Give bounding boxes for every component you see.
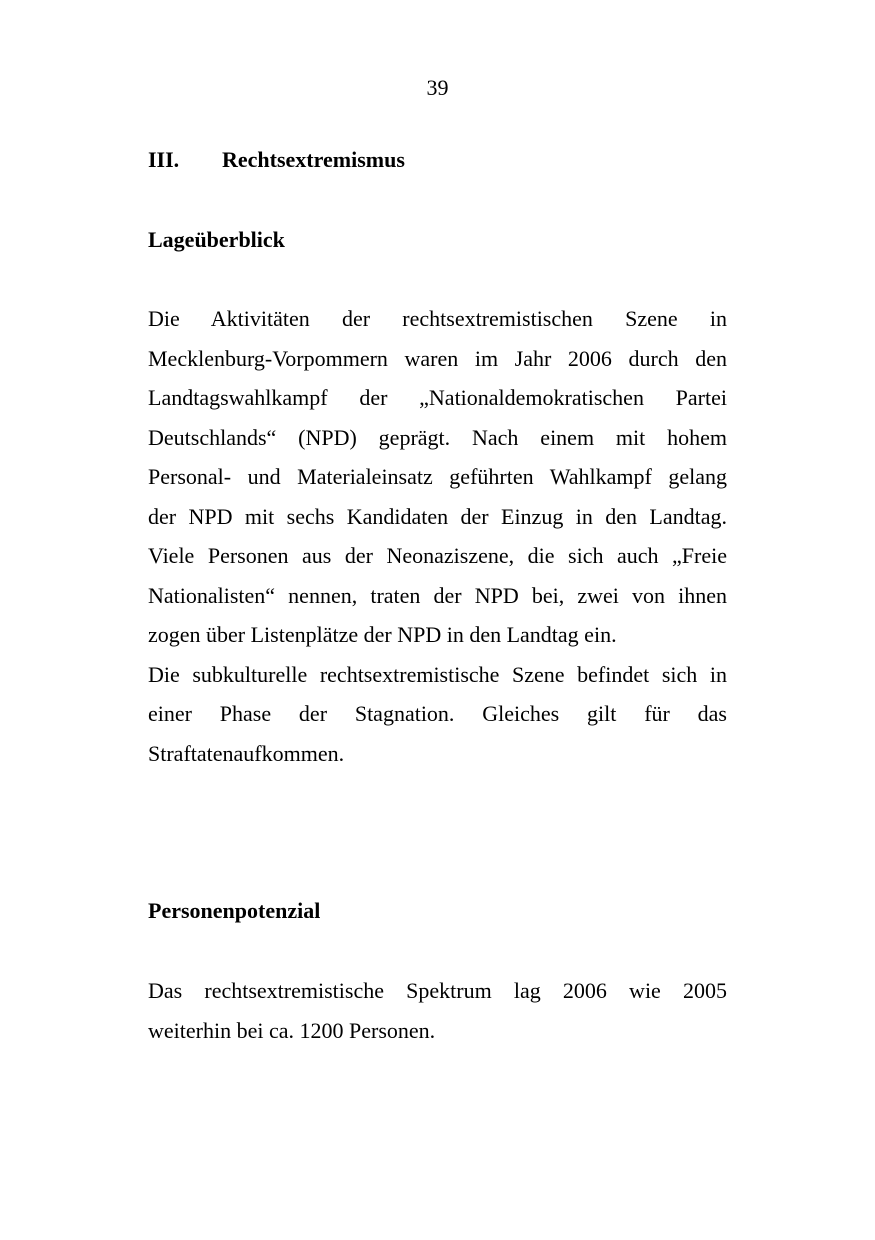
text-line: Die Aktivitäten der rechtsextremistischen Szene in	[148, 306, 727, 331]
text-line: Landtagswahlkampf der „Nationaldemokratischen Partei	[148, 385, 727, 410]
page-number: 39	[426, 75, 449, 100]
text-line: der NPD mit sechs Kandidaten der Einzug in den Landtag.	[148, 503, 727, 529]
text-line: Viele Personen aus der Neonaziszene, die sich auch „Freie	[148, 543, 727, 568]
text-line: Das rechtsextremistische Spektrum lag 2006 wie 2005	[148, 978, 727, 1003]
text-line: Personal- und Materialeinsatz geführten Wahlkampf gelang	[148, 464, 727, 489]
text-line: weiterhin bei ca. 1200 Personen.	[148, 1017, 436, 1043]
text-line: Nationalisten“ nennen, traten der NPD bei, zwei von ihnen	[148, 582, 727, 608]
text-line: Die subkulturelle rechtsextremistische Szene befindet sich in	[148, 661, 727, 687]
paragraph-personenpotenzial	[148, 971, 727, 1050]
paragraph-lageueberblick	[148, 299, 727, 773]
section-heading-lageueberblick: Lageüberblick	[148, 227, 285, 252]
chapter-title: Rechtsextremismus	[222, 147, 405, 172]
chapter-heading	[148, 146, 405, 174]
text-line: Deutschlands“ (NPD) geprägt. Nach einem mit hohem	[148, 424, 727, 450]
text-line: Mecklenburg-Vorpommern waren im Jahr 2006 durch den	[148, 345, 727, 371]
text-line: einer Phase der Stagnation. Gleiches gilt für das	[148, 701, 727, 726]
chapter-numeral: III.	[148, 147, 180, 172]
text-line: zogen über Listenplätze der NPD in den Landtag ein.	[148, 622, 617, 647]
text-line: Straftatenaufkommen.	[148, 740, 345, 766]
section-heading-personenpotenzial: Personenpotenzial	[148, 898, 321, 923]
